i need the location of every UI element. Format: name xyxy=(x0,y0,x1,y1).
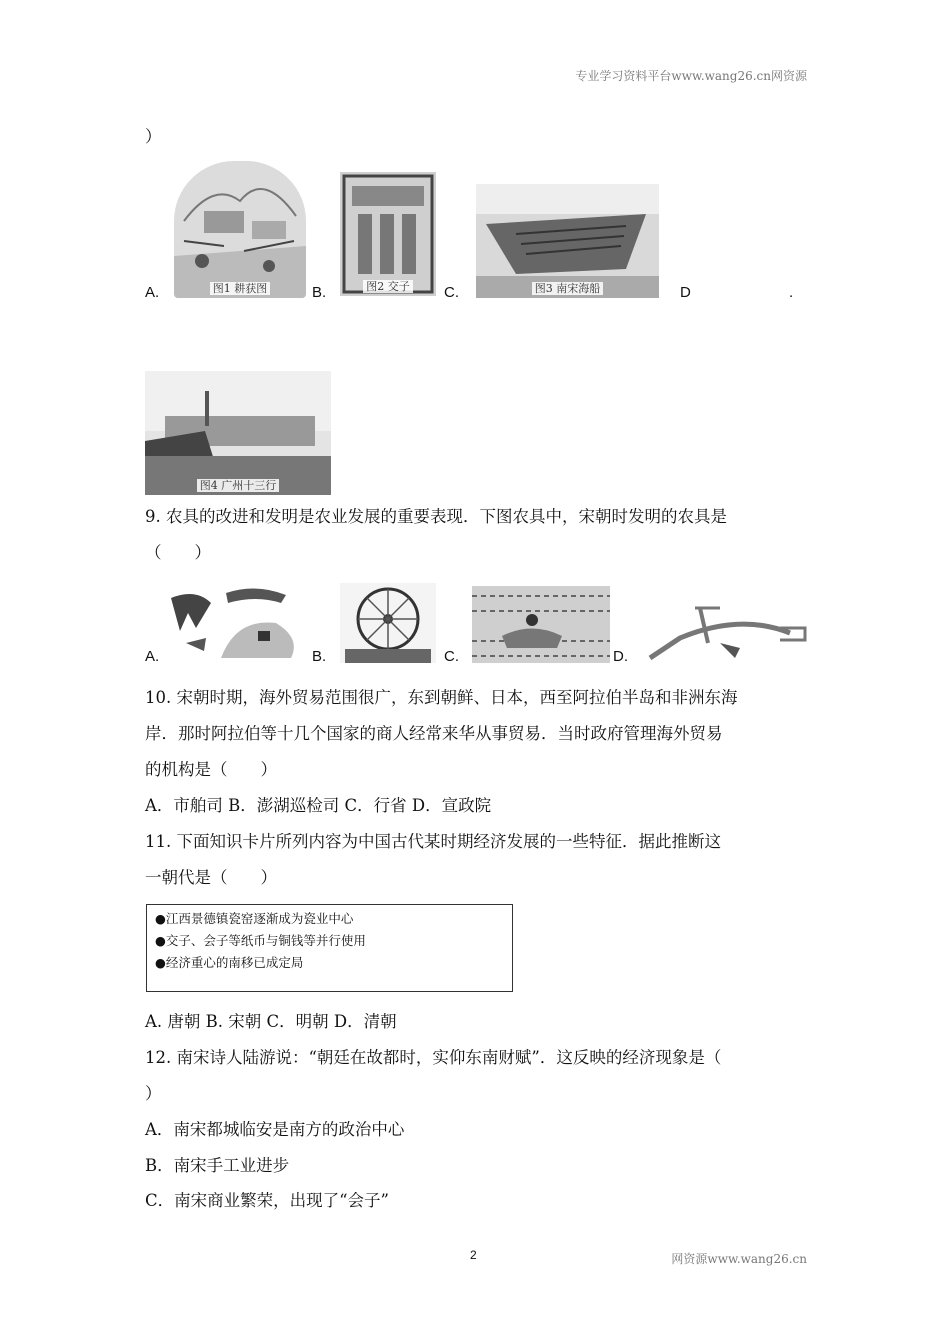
q12-option-c: C．南宋商业繁荣，出现了“会子” xyxy=(145,1191,389,1210)
q12-option-b: B．南宋手工业进步 xyxy=(145,1156,290,1175)
q11-stem-line1: 11. 下面知识卡片所列内容为中国古代某时期经济发展的一些特征．据此推断这 xyxy=(145,832,721,851)
q8-option-d-label: D xyxy=(680,284,691,301)
q12-stem-line2: ） xyxy=(145,1084,162,1103)
q9-image-waterwheel xyxy=(340,583,436,663)
q9-option-b-label: B. xyxy=(312,648,327,665)
q9-image-ancient-tools xyxy=(166,583,306,663)
farming-scene-icon xyxy=(174,161,306,298)
q9-option-c-label: C. xyxy=(444,648,459,665)
q9-image-rice-planting xyxy=(472,586,610,663)
plow-icon xyxy=(640,598,808,663)
stone-tools-icon xyxy=(166,583,306,663)
q8-image-jiaozi xyxy=(340,172,436,296)
q8-option-d-dot: . xyxy=(789,284,794,301)
q12-stem-line1: 12. 南宋诗人陆游说：“朝廷在故都时，实仰东南财赋”．这反映的经济现象是（ xyxy=(145,1048,722,1067)
q10-options: A．市舶司 B．澎湖巡检司 C．行省 D．宣政院 xyxy=(145,796,492,815)
q8-option-a-label: A. xyxy=(145,284,160,301)
page-header: 专业学习资料平台www.wang26.cn网资源 xyxy=(575,69,807,83)
q11-knowledge-card xyxy=(146,904,513,992)
q8-image-farming xyxy=(174,161,306,298)
rice-planting-icon xyxy=(472,586,610,663)
q11-options: A. 唐朝 B. 宋朝 C．明朝 D．清朝 xyxy=(145,1012,397,1031)
q8-option-c-label: C. xyxy=(444,284,459,301)
q10-stem-line1: 10. 宋朝时期，海外贸易范围很广，东到朝鲜、日本，西至阿拉伯半岛和非洲东海 xyxy=(145,688,738,707)
q8-option-b-label: B. xyxy=(312,284,327,301)
q11-card-item: ●江西景德镇瓷窑逐渐成为瓷业中心 xyxy=(155,911,354,926)
q8-image-ship xyxy=(476,184,659,298)
page-number: 2 xyxy=(470,1248,477,1262)
q8-tail: ） xyxy=(145,127,162,146)
q11-stem-line2: 一朝代是（ ） xyxy=(145,868,277,887)
q10-stem-line2: 岸．那时阿拉伯等十几个国家的商人经常来华从事贸易．当时政府管理海外贸易 xyxy=(145,724,723,743)
q8-image1-caption: 图1 耕获图 xyxy=(210,282,271,295)
waterwheel-icon xyxy=(340,583,436,663)
q9-option-a-label: A. xyxy=(145,648,160,665)
q12-option-a: A．南宋都城临安是南方的政治中心 xyxy=(145,1120,405,1139)
q9-stem-line2: （ ） xyxy=(145,543,211,562)
q8-image2-caption: 图2 交子 xyxy=(363,280,413,293)
q8-image-thirteen-hongs xyxy=(145,371,331,495)
q10-stem-line3: 的机构是（ ） xyxy=(145,760,277,779)
q11-card-item: ●经济重心的南移已成定局 xyxy=(155,955,304,970)
q9-image-curved-plow xyxy=(640,598,808,663)
q9-stem-line1: 9. 农具的改进和发明是农业发展的重要表现．下图农具中，宋朝时发明的农具是 xyxy=(145,507,727,526)
q8-image3-caption: 图3 南宋海船 xyxy=(532,282,604,295)
page-footer: 网资源www.wang26.cn xyxy=(671,1252,807,1266)
q9-option-d-label: D. xyxy=(613,648,628,665)
q11-card-item: ●交子、会子等纸币与铜钱等并行使用 xyxy=(155,933,366,948)
q8-image4-caption: 图4 广州十三行 xyxy=(197,479,280,492)
